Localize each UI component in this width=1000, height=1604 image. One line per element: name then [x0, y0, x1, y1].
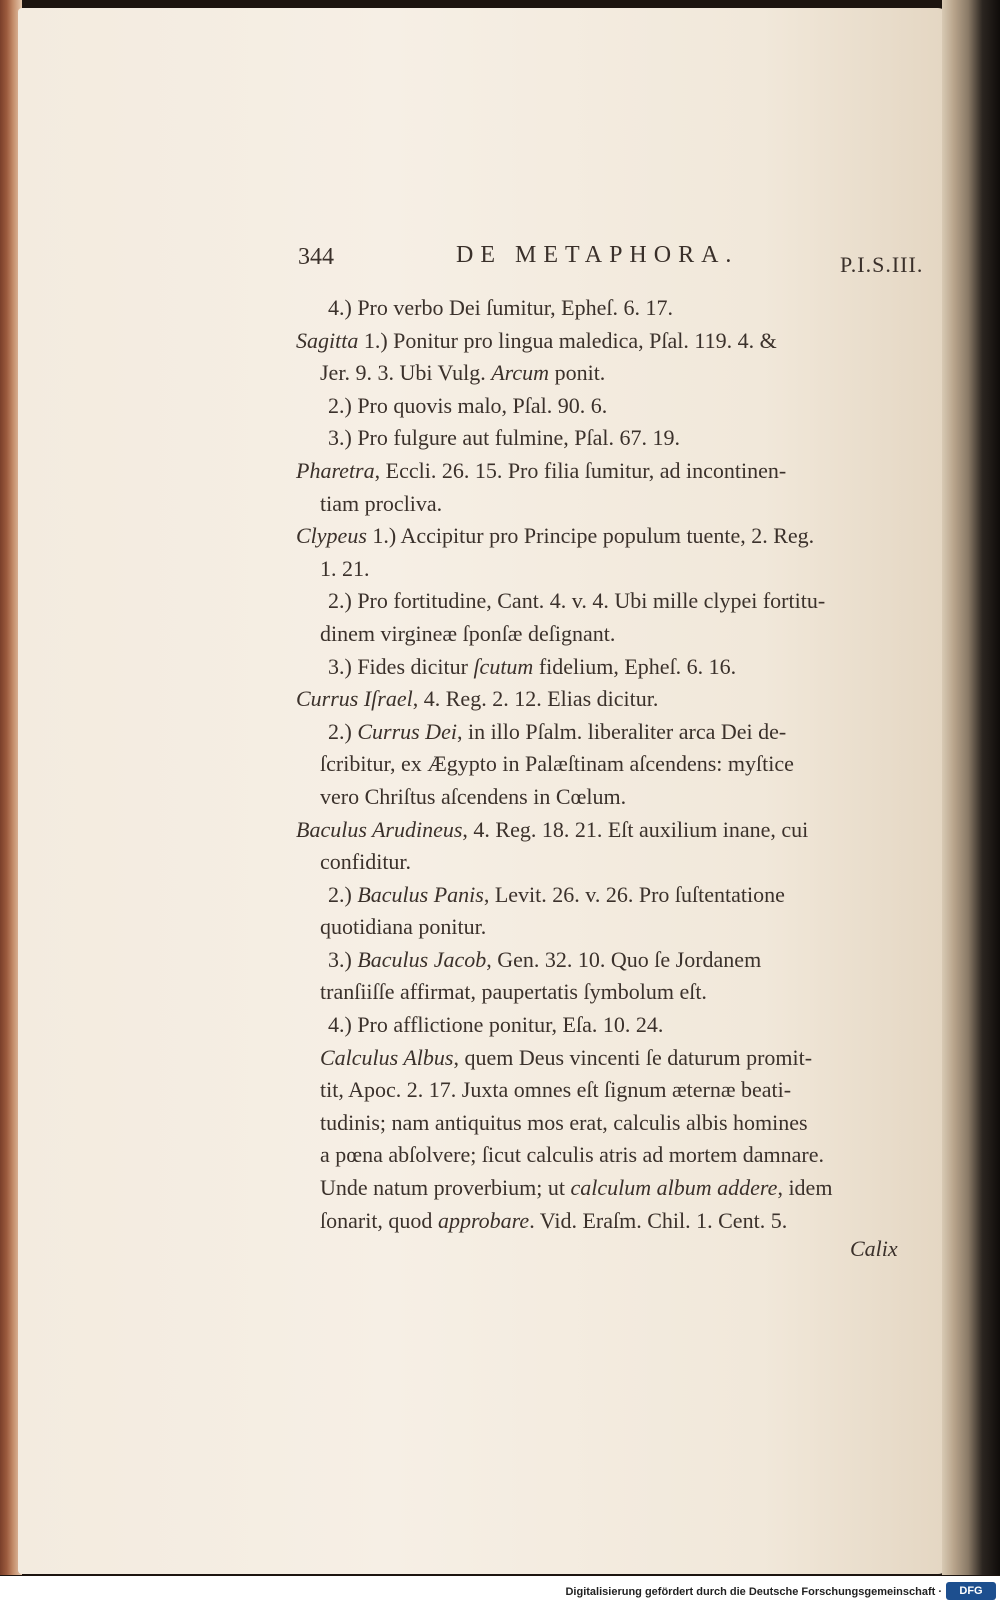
dfg-logo: DFG: [946, 1582, 996, 1600]
text-line: [296, 814, 940, 847]
italic-term: Currus Dei: [357, 718, 457, 744]
digitization-credit: Digitalisierung gefördert durch die Deutsche Forschungsgemeinschaft ·: [565, 1586, 942, 1598]
text-line: [296, 325, 940, 358]
text-run: , 4. Reg. 2. 12. Elias dicitur.: [412, 686, 659, 712]
footer-bar: [0, 1576, 1000, 1604]
text-line: [296, 976, 940, 1009]
text-run: ſonarit, quod: [320, 1207, 438, 1233]
text-run: tit, Apoc. 2. 17. Juxta omnes eſt ſignum æternæ beati-: [320, 1077, 792, 1103]
text-line: [296, 520, 940, 553]
text-run: Jer. 9. 3. Ubi Vulg.: [320, 360, 492, 386]
text-run: 3.): [328, 946, 358, 972]
text-run: 3.) Fides dicitur: [328, 653, 474, 679]
page-number: 344: [298, 244, 334, 270]
running-title: DE METAPHORA.: [456, 242, 739, 268]
text-body: [296, 292, 940, 1237]
text-run: 3.) Pro fulgure aut fulmine, Pſal. 67. 19.: [328, 425, 680, 451]
text-line: [296, 422, 940, 455]
text-run: 1.) Ponitur pro lingua maledica, Pſal. 119. 4. &: [358, 327, 777, 353]
catchword: Calix: [850, 1236, 898, 1261]
text-line: [296, 1139, 940, 1172]
text-run: , Gen. 32. 10. Quo ſe Jordanem: [486, 946, 762, 972]
text-run: ſcribitur, ex Ægypto in Palæſtinam aſcendens: myſtice: [320, 751, 794, 777]
italic-term: Pharetra: [296, 457, 375, 483]
italic-term: calculum album addere: [570, 1175, 778, 1201]
text-run: 1.) Accipitur pro Principe populum tuente, 2. Reg.: [366, 523, 815, 549]
text-run: a pœna abſolvere; ſicut calculis atris ad mortem damnare.: [320, 1142, 824, 1168]
text-line: [296, 390, 940, 423]
italic-term: Clypeus: [296, 523, 367, 549]
text-line: [296, 1205, 940, 1238]
text-run: 2.) Pro quovis malo, Pſal. 90. 6.: [328, 392, 608, 418]
text-line: [296, 651, 940, 684]
text-line: [296, 455, 940, 488]
text-line: [296, 292, 940, 325]
text-line: [296, 357, 940, 390]
text-run: Unde natum proverbium; ut: [320, 1175, 571, 1201]
text-run: tiam procliva.: [320, 490, 443, 516]
text-run: 2.): [328, 881, 358, 907]
text-line: [296, 488, 940, 521]
page-header: [298, 242, 948, 282]
text-line: [296, 618, 940, 651]
italic-term: Baculus Jacob: [357, 946, 487, 972]
text-run: , 4. Reg. 18. 21. Eſt auxilium inane, cui: [462, 816, 809, 842]
text-line: [296, 1074, 940, 1107]
italic-term: Currus Iſrael: [296, 686, 413, 712]
text-run: , in illo Pſalm. liberaliter arca Dei de-: [456, 718, 787, 744]
text-run: 2.): [328, 718, 358, 744]
text-run: 4.) Pro afflictione ponitur, Eſa. 10. 24.: [328, 1012, 664, 1038]
text-run: fidelium, Epheſ. 6. 16.: [533, 653, 737, 679]
text-line: [296, 911, 940, 944]
section-mark: P.I.S.III.: [840, 252, 924, 277]
italic-term: Sagitta: [296, 327, 359, 353]
text-line: [296, 748, 940, 781]
italic-term: Arcum: [491, 360, 550, 386]
italic-term: Baculus Arudineus: [296, 816, 463, 842]
text-line: [296, 1009, 940, 1042]
text-run: 1. 21.: [320, 555, 370, 581]
text-line: [296, 846, 940, 879]
text-line: [296, 585, 940, 618]
text-run: ponit.: [549, 360, 606, 386]
italic-term: ſcutum: [473, 653, 534, 679]
text-run: confiditur.: [320, 849, 412, 875]
italic-term: Calculus Albus: [320, 1044, 454, 1070]
text-run: 2.) Pro fortitudine, Cant. 4. v. 4. Ubi mille clypei fortitu-: [328, 588, 826, 614]
text-run: tranſiiſſe affirmat, paupertatis ſymbolum eſt.: [320, 979, 707, 1005]
text-run: tudinis; nam antiquitus mos erat, calculis albis homines: [320, 1109, 808, 1135]
italic-term: Baculus Panis: [357, 881, 484, 907]
text-run: . Vid. Eraſm. Chil. 1. Cent. 5.: [529, 1207, 788, 1233]
text-run: , quem Deus vincenti ſe daturum promit-: [453, 1044, 813, 1070]
italic-term: approbare: [437, 1207, 530, 1233]
text-run: 4.) Pro verbo Dei ſumitur, Epheſ. 6. 17.: [328, 295, 673, 320]
text-line: [296, 781, 940, 814]
text-line: [296, 1107, 940, 1140]
text-line: [296, 944, 940, 977]
text-run: , idem: [777, 1175, 833, 1201]
text-line: [296, 879, 940, 912]
text-line: [296, 683, 940, 716]
text-line: [296, 553, 940, 586]
text-line: [296, 1042, 940, 1075]
book-spine: [942, 0, 1000, 1575]
text-run: dinem virgineæ ſponſæ deſignant.: [320, 620, 616, 646]
text-line: [296, 1172, 940, 1205]
text-run: vero Chriſtus aſcendens in Cœlum.: [320, 783, 627, 809]
text-run: , Levit. 26. v. 26. Pro ſuſtentatione: [483, 881, 785, 907]
text-run: , Eccli. 26. 15. Pro filia ſumitur, ad incontinen-: [374, 457, 787, 483]
text-line: [296, 716, 940, 749]
text-run: quotidiana ponitur.: [320, 914, 487, 940]
